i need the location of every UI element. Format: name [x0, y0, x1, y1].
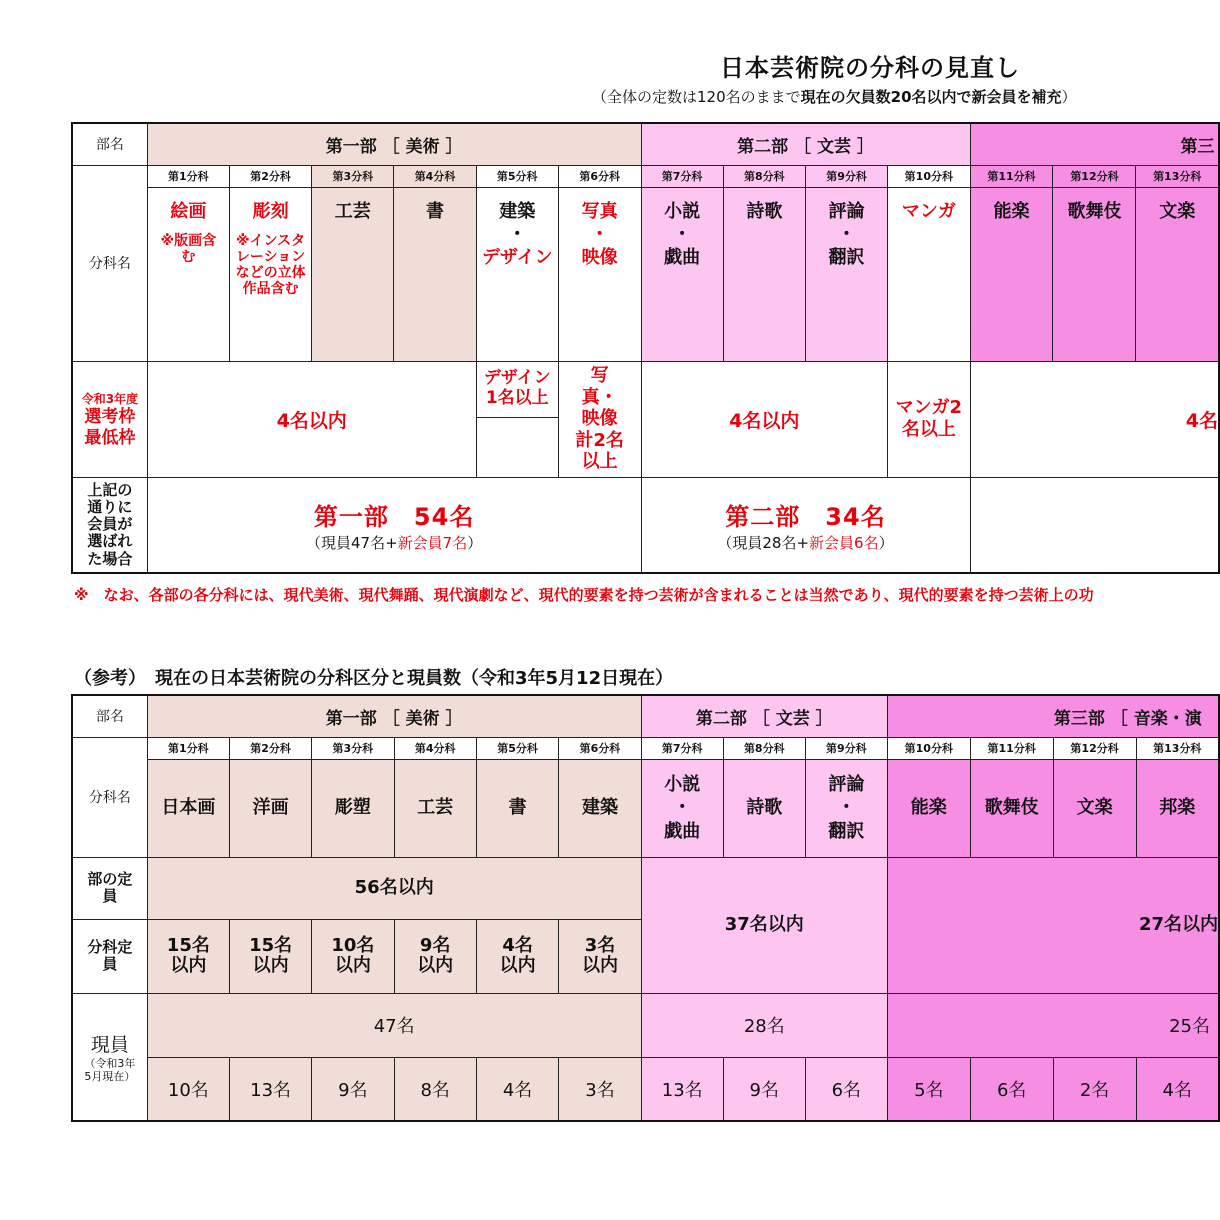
- bunka-current: 4名: [476, 1057, 558, 1121]
- bunka-name-cell: 詩歌: [723, 759, 805, 857]
- quota-label-year: 令和3年度: [81, 392, 139, 407]
- bunka-name-cell: [229, 187, 311, 361]
- bunka-number: 第11分科: [970, 165, 1053, 187]
- bunka-number: 第9分科: [805, 165, 887, 187]
- bunka-number: 第2分科: [229, 737, 311, 759]
- bunka-name: 工芸: [334, 200, 371, 222]
- bunka-number: 第3分科: [312, 165, 394, 187]
- bunka-name: 写真: [581, 200, 618, 222]
- bunka-current: 9名: [312, 1057, 394, 1121]
- bunka-name-cell: 日本画: [147, 759, 229, 857]
- bunka-current: 10名: [147, 1057, 229, 1121]
- bunka-name: 戯曲: [664, 247, 701, 269]
- bunka-name-cell: [723, 187, 805, 361]
- bunka-number: 第12分科: [1053, 165, 1136, 187]
- dept1-capacity: 56名以内: [147, 857, 641, 919]
- header-bunka-label: 分科名: [72, 737, 147, 857]
- bunka-current: 2名: [1053, 1057, 1136, 1121]
- dept3-current: 25名: [887, 993, 1219, 1057]
- bunka-number: 第1分科: [147, 165, 229, 187]
- bunka-name-cell: [558, 187, 641, 361]
- bunka-number: 第13分科: [1136, 737, 1219, 759]
- bunka-number: 第13分科: [1136, 165, 1219, 187]
- dept2-quota: 4名以内: [641, 361, 888, 477]
- reference-division-table: [71, 694, 1220, 1122]
- bunka-name-cell: [1053, 187, 1136, 361]
- bunka-number: 第6分科: [558, 165, 641, 187]
- bunka-current: 6名: [970, 1057, 1053, 1121]
- bunka-name-cell: 文楽: [1053, 759, 1136, 857]
- bunka-name: デザイン: [481, 247, 553, 269]
- bunka-current: 13名: [641, 1057, 723, 1121]
- bunka-number: 第12分科: [1053, 737, 1136, 759]
- result-detail-new: 新会員6名: [809, 533, 879, 552]
- manga-quota: マンガ2名以上: [888, 361, 970, 477]
- bunka-name: 小説: [664, 773, 701, 795]
- result-detail-pre: （現員28名+: [717, 533, 810, 552]
- header-bunka-label: 分科名: [72, 165, 147, 361]
- bunka-name-separator: ・: [508, 223, 527, 245]
- dept2-result-detail: [642, 532, 970, 553]
- dept1-current: 47名: [147, 993, 641, 1057]
- bunka-number: 第9分科: [805, 737, 887, 759]
- bunka-name-cell: 工芸: [394, 759, 476, 857]
- bunka-name-separator: ・: [673, 223, 692, 245]
- bunka-note: ※インスタレーションなどの立体作品含む: [235, 232, 306, 298]
- bunka-capacity: 3名以内: [559, 919, 641, 993]
- bunka-name: 翻訳: [828, 820, 865, 842]
- bunka-name: 能楽: [993, 200, 1030, 222]
- dept3-quota: 4名: [970, 361, 1219, 477]
- header-current-members: [72, 993, 147, 1121]
- bunka-name-cell: 彫塑: [312, 759, 394, 857]
- bunka-name-cell: [476, 187, 558, 361]
- bunka-name-cell: [805, 187, 887, 361]
- bunka-number: 第10分科: [887, 737, 970, 759]
- bunka-name-cell: [147, 187, 229, 361]
- dept3-header: 第三: [970, 123, 1219, 165]
- bunka-name-separator: ・: [673, 797, 692, 819]
- bunka-capacity: 15名以内: [229, 919, 311, 993]
- bunka-number: 第1分科: [147, 737, 229, 759]
- bunka-current: 8名: [394, 1057, 476, 1121]
- bunka-name: 彫刻: [252, 200, 289, 222]
- dept3-header: 第三部 ［ 音楽・演: [887, 695, 1219, 737]
- bunka-current: 5名: [887, 1057, 970, 1121]
- dept1-header: 第一部 ［ 美術 ］: [147, 695, 641, 737]
- bunka-name: 翻訳: [828, 247, 865, 269]
- bunka-current: 3名: [559, 1057, 641, 1121]
- design-quota: デザイン1名以上: [477, 362, 558, 418]
- bunka-name-separator: ・: [590, 223, 609, 245]
- result-detail-post: ）: [878, 533, 894, 552]
- bunka-number: 第11分科: [970, 737, 1053, 759]
- bunka-name: 映像: [581, 247, 618, 269]
- bunka-number: 第2分科: [229, 165, 311, 187]
- current-label-sub: （令和3年5月現在）: [84, 1057, 136, 1084]
- page-title: 日本芸術院の分科の見直し: [720, 54, 1020, 82]
- bunka-name-cell: [641, 187, 723, 361]
- bunka-name: 絵画: [170, 200, 207, 222]
- dept3-result: [970, 477, 1219, 573]
- bunka-name-cell: [888, 187, 970, 361]
- quota-label-line: 最低枠: [84, 427, 136, 448]
- reference-heading: （参考） 現在の日本芸術院の分科区分と現員数（令和3年5月12日現在）: [74, 668, 674, 689]
- header-dept-capacity: 部の定員: [72, 857, 147, 919]
- bunka-number: 第5分科: [476, 737, 558, 759]
- result-detail-post: ）: [467, 533, 483, 552]
- dept1-quota: 4名以内: [147, 361, 476, 477]
- dept2-current: 28名: [641, 993, 887, 1057]
- bunka-name: 歌舞伎: [1067, 200, 1122, 222]
- bunka-note: ※版画含む: [160, 232, 217, 265]
- bunka-number: 第3分科: [312, 737, 394, 759]
- bunka-number: 第7分科: [641, 737, 723, 759]
- bunka-name: マンガ: [901, 200, 956, 222]
- bunka-capacity: 4名以内: [476, 919, 558, 993]
- bunka-name: 文楽: [1159, 200, 1196, 222]
- bunka-name-cell: [970, 187, 1053, 361]
- bunka-name-cell: 建築: [559, 759, 641, 857]
- dept3-capacity: 27名以内: [887, 857, 1219, 993]
- dept1-result-detail: [148, 532, 641, 553]
- bunka-name-cell: 能楽: [887, 759, 970, 857]
- bunka-name: 評論: [828, 773, 865, 795]
- dept2-result: [641, 477, 970, 573]
- subtitle-suffix: ）: [1061, 88, 1077, 106]
- header-dept-label: 部名: [72, 695, 147, 737]
- current-label: 現員: [90, 1034, 129, 1057]
- bunka-name: 書: [426, 200, 445, 222]
- bunka-number: 第6分科: [559, 737, 641, 759]
- dept2-header: 第二部 ［ 文芸 ］: [641, 123, 970, 165]
- header-result-label: 上記の通りに会員が選ばれた場合: [72, 477, 147, 573]
- bunka-current: 4名: [1136, 1057, 1219, 1121]
- bunka-capacity: 10名以内: [312, 919, 394, 993]
- bunka-name-cell: [805, 759, 887, 857]
- bunka-number: 第5分科: [476, 165, 558, 187]
- dept1-result-total: 第一部 54名: [313, 502, 475, 531]
- bunka-name: 小説: [664, 200, 701, 222]
- bunka-number: 第8分科: [723, 165, 805, 187]
- dept1-result: [147, 477, 641, 573]
- bunka-current: 6名: [805, 1057, 887, 1121]
- dept2-capacity: 37名以内: [641, 857, 887, 993]
- bunka-name-cell: 邦楽: [1136, 759, 1219, 857]
- bunka-name-cell: [394, 187, 476, 361]
- dept1-header: 第一部 ［ 美術 ］: [147, 123, 641, 165]
- bunka-name-cell: [641, 759, 723, 857]
- bunka-name: 建築: [499, 200, 536, 222]
- subtitle-prefix: （全体の定数は120名のままで: [592, 88, 801, 106]
- quota-label-line: 選考枠: [84, 407, 136, 428]
- new-division-table: [71, 122, 1220, 574]
- bunka-name-cell: [1136, 187, 1219, 361]
- result-detail-pre: （現員47名+: [306, 533, 398, 552]
- bunka-name-cell: 書: [476, 759, 558, 857]
- header-dept-label: 部名: [72, 123, 147, 165]
- bunka-name: 詩歌: [746, 200, 783, 222]
- bunka-name-separator: ・: [837, 223, 856, 245]
- photo-quota: 写真・映像計2名以上: [558, 361, 641, 477]
- bunka-name: 戯曲: [664, 820, 701, 842]
- bunka-number: 第4分科: [394, 165, 476, 187]
- result-detail-new: 新会員7名: [397, 533, 468, 552]
- page-subtitle: [592, 86, 1077, 107]
- bunka-name-cell: [312, 187, 394, 361]
- bunka-name-cell: 洋画: [229, 759, 311, 857]
- bunka-number: 第4分科: [394, 737, 476, 759]
- subtitle-bold: 現在の欠員数20名以内で新会員を補充: [800, 88, 1062, 106]
- bunka-number: 第10分科: [888, 165, 970, 187]
- bunka-number: 第8分科: [723, 737, 805, 759]
- header-quota-label: [72, 361, 147, 477]
- dept2-result-total: 第二部 34名: [725, 502, 886, 531]
- footnote: ※ なお、各部の各分科には、現代美術、現代舞踊、現代演劇など、現代的要素を持つ芸術が含まれることは当然であり、現代的要素を持つ芸術上の功: [74, 586, 1094, 604]
- bunka-number: 第7分科: [641, 165, 723, 187]
- bunka-name-cell: 歌舞伎: [970, 759, 1053, 857]
- bunka-current: 9名: [723, 1057, 805, 1121]
- dept2-header: 第二部 ［ 文芸 ］: [641, 695, 887, 737]
- bunka-capacity: 15名以内: [147, 919, 229, 993]
- bunka-name: 評論: [828, 200, 865, 222]
- header-bunka-capacity: 分科定員: [72, 919, 147, 993]
- design-quota-cell: [476, 361, 558, 477]
- bunka-current: 13名: [229, 1057, 311, 1121]
- bunka-name-separator: ・: [837, 797, 856, 819]
- bunka-capacity: 9名以内: [394, 919, 476, 993]
